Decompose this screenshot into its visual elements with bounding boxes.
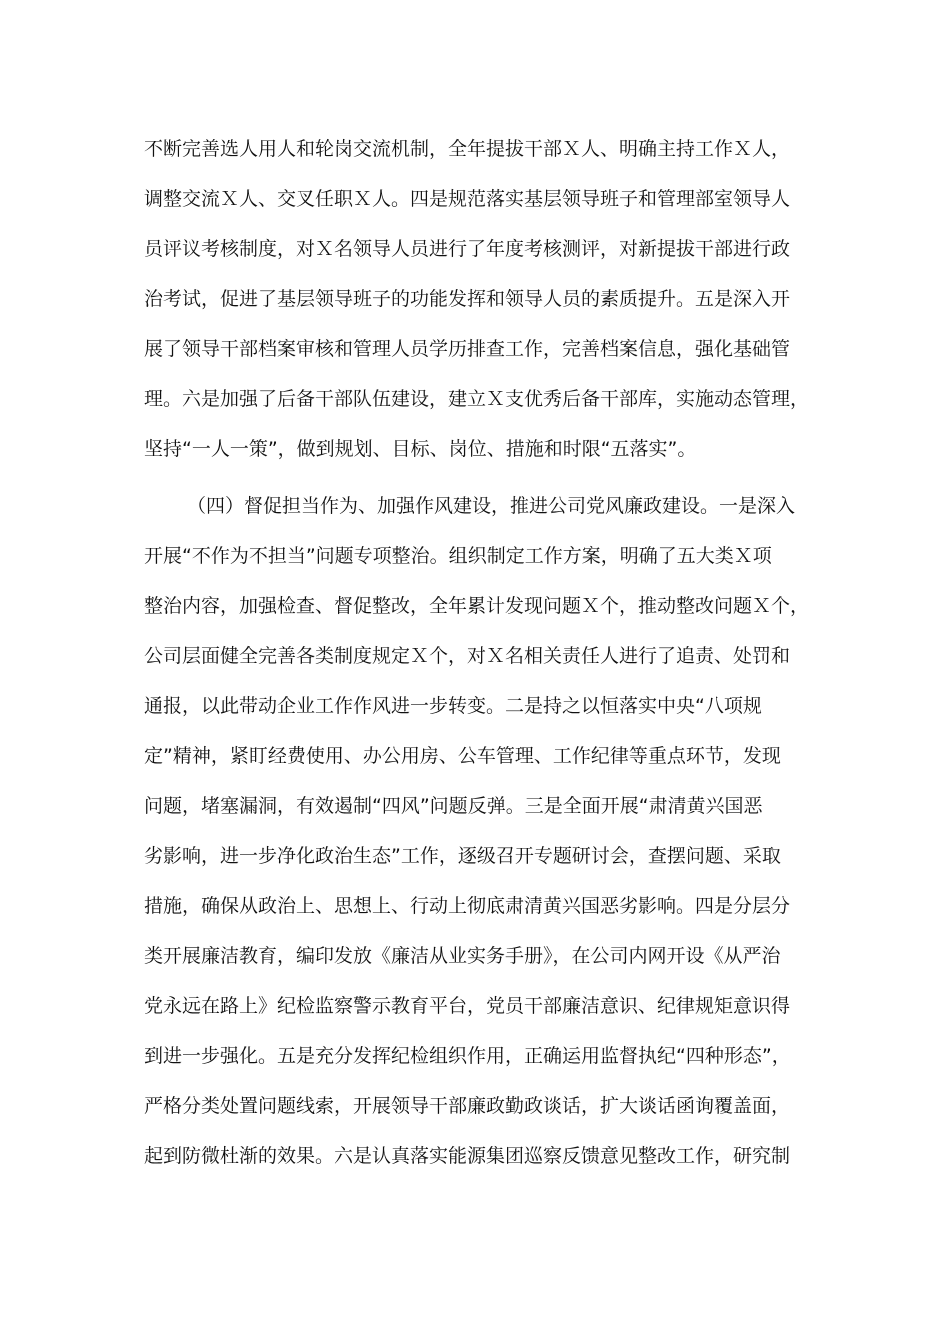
text-line: 开展“不作为不担当”问题专项整治。组织制定工作方案，明确了五大类Ｘ项 (144, 545, 772, 567)
text-line: 起到防微杜渐的效果。六是认真落实能源集团巡察反馈意见整改工作，研究制 (144, 1145, 791, 1167)
text-line: 劣影响，进一步净化政治生态”工作，逐级召开专题研讨会，查摆问题、采取 (144, 845, 781, 867)
text-line: 调整交流Ｘ人、交叉任职Ｘ人。四是规范落实基层领导班子和管理部室领导人 (144, 188, 791, 210)
section-heading-line: （四）督促担当作为、加强作风建设，推进公司党风廉政建设。一是深入 (187, 495, 796, 517)
text-line: 公司层面健全完善各类制度规定Ｘ个，对Ｘ名相关责任人进行了追责、处罚和 (144, 645, 791, 667)
text-line: 类开展廉洁教育，编印发放《廉洁从业实务手册》，在公司内网开设《从严治 (144, 945, 781, 967)
text-line: 理。六是加强了后备干部队伍建设，建立Ｘ支优秀后备干部库，实施动态管理， (144, 388, 810, 410)
text-line: 坚持“一人一策”，做到规划、目标、岗位、措施和时限“五落实”。 (144, 438, 697, 460)
text-line: 治考试，促进了基层领导班子的功能发挥和领导人员的素质提升。五是深入开 (144, 288, 791, 310)
text-line: 不断完善选人用人和轮岗交流机制，全年提拔干部Ｘ人、明确主持工作Ｘ人， (144, 138, 791, 160)
text-line: 通报，以此带动企业工作作风进一步转变。二是持之以恒落实中央“八项规 (144, 695, 762, 717)
text-line: 措施，确保从政治上、思想上、行动上彻底肃清黄兴国恶劣影响。四是分层分 (144, 895, 791, 917)
text-line: 问题，堵塞漏洞，有效遏制“四风”问题反弹。三是全面开展“肃清黄兴国恶 (144, 795, 763, 817)
text-line: 员评议考核制度，对Ｘ名领导人员进行了年度考核测评，对新提拔干部进行政 (144, 238, 791, 260)
text-line: 到进一步强化。五是充分发挥纪检组织作用，正确运用监督执纪“四种形态”， (144, 1045, 791, 1067)
text-line: 严格分类处置问题线索，开展领导干部廉政勤政谈话，扩大谈话函询覆盖面， (144, 1095, 791, 1117)
text-line: 整治内容，加强检查、督促整改，全年累计发现问题Ｘ个，推动整改问题Ｘ个， (144, 595, 810, 617)
text-line: 定”精神，紧盯经费使用、办公用房、公车管理、工作纪律等重点环节，发现 (144, 745, 781, 767)
text-line: 党永远在路上》纪检监察警示教育平台，党员干部廉洁意识、纪律规矩意识得 (144, 995, 791, 1017)
text-line: 展了领导干部档案审核和管理人员学历排查工作，完善档案信息，强化基础管 (144, 338, 791, 360)
